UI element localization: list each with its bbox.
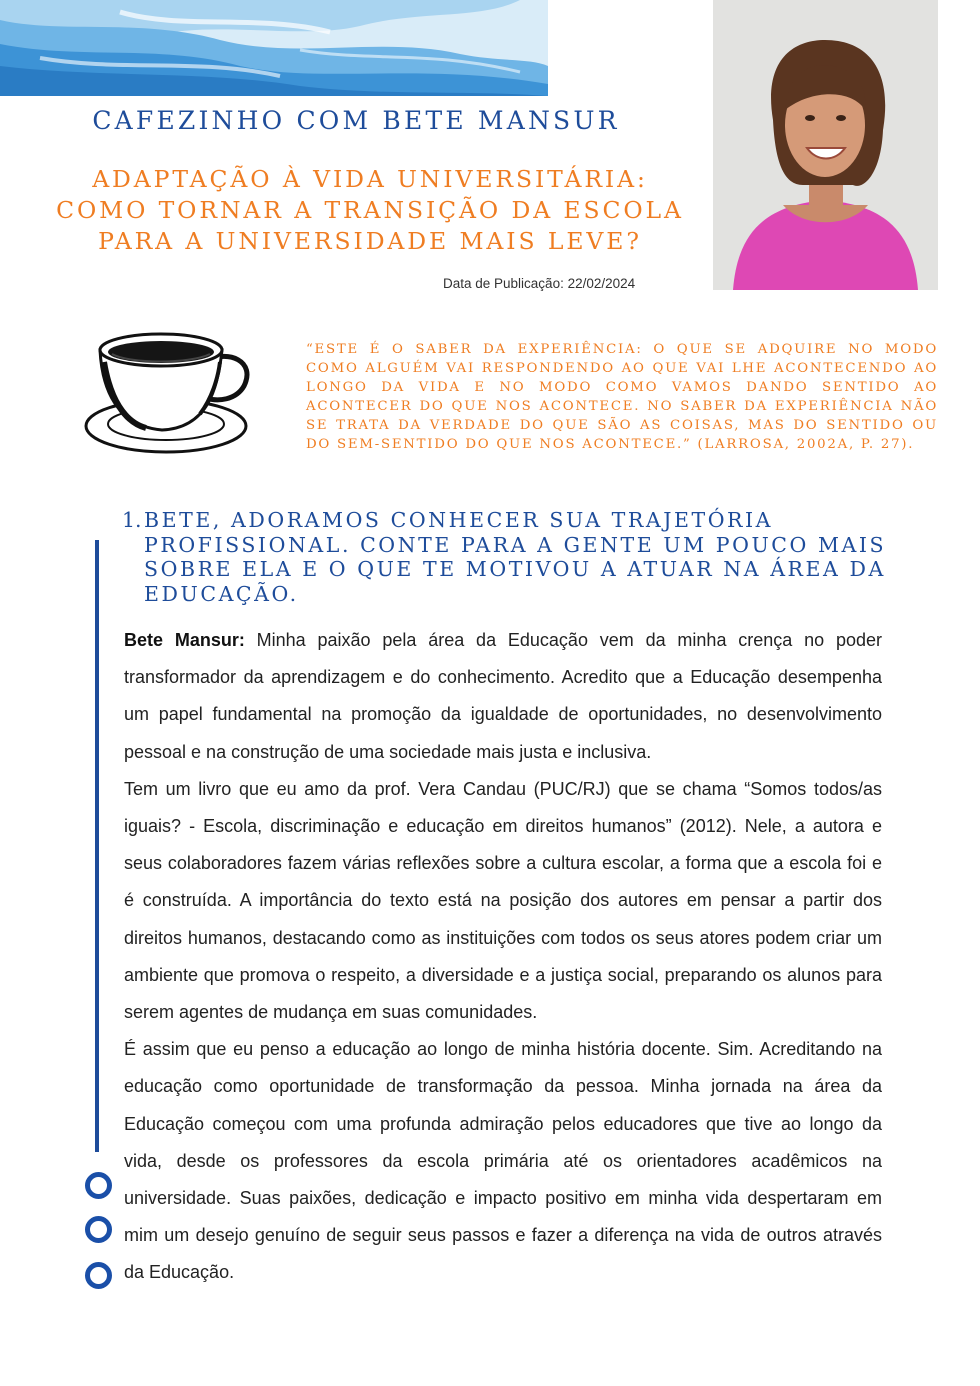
- series-title: CAFEZINHO COM BETE MANSUR: [92, 106, 620, 135]
- watercolor-banner: [0, 0, 560, 100]
- circle-bullet-icon: [85, 1262, 112, 1289]
- coffee-cup-icon: [80, 318, 252, 458]
- article-title-line: ADAPTAÇÃO À VIDA UNIVERSITÁRIA:: [92, 165, 648, 193]
- author-photo: [713, 0, 938, 290]
- interview-question: BETE, ADORAMOS CONHECER SUA TRAJETÓRIA PROFISSIONAL. CONTE PARA A GENTE UM POUCO MAIS SOBRE ELA E O QUE TE MOTIVOU A ATUAR NA ÁREA DA EDUCAÇÃO.: [144, 508, 887, 606]
- interview-answer: [124, 622, 882, 1292]
- article-title: [0, 164, 740, 257]
- circle-bullet-icon: [85, 1216, 112, 1243]
- article-title-line: PARA A UNIVERSIDADE MAIS LEVE?: [98, 227, 642, 255]
- circle-bullet-icon: [85, 1172, 112, 1199]
- decorative-vertical-line: [95, 540, 99, 1152]
- answer-text: Minha paixão pela área da Educação vem da minha crença no poder transformador da aprendizagem e do conhecimento. Acredito que a Educação desempenha um papel fundamental na promoção da igualdade de oportunidades, no desenvolvimento pessoal e na construção de uma sociedade mais justa e inclusiva.: [124, 630, 882, 762]
- speaker-name: Bete Mansur:: [124, 630, 245, 650]
- answer-paragraph: Tem um livro que eu amo da prof. Vera Candau (PUC/RJ) que se chama “Somos todos/as iguais? - Escola, discriminação e educação em direitos humanos” (2012). Nele, a autora e seus colaboradores fazem várias reflexões sobre a cultura escolar, a forma que a escola foi e é construída. A importância do texto está na posição dos autores em pensar a partir dos direitos humanos, destacando como as instituições com todos os seus atores podem criar um ambiente que promova o respeito, a diversidade e a justiça social, preparando os alunos para serem agentes de mudança em suas comunidades.: [124, 778, 882, 1023]
- epigraph-quote: “ESTE É O SABER DA EXPERIÊNCIA: O QUE SE ADQUIRE NO MODO COMO ALGUÉM VAI RESPONDENDO AO QUE VAI LHE ACONTECENDO AO LONGO DA VIDA E NO MODO COMO VAMOS DANDO SENTIDO AO ACONTECER DO QUE NOS ACONTECE. NO SABER DA EXPERIÊNCIA NÃO SE TRATA DA VERDADE DO QUE SÃO AS COISAS, MAS DO SENTIDO OU DO SEM-SENTIDO DO QUE NOS ACONTECE.” (LARROSA, 2002A, P. 27).: [306, 342, 938, 452]
- article-title-line: COMO TORNAR A TRANSIÇÃO DA ESCOLA: [56, 196, 684, 224]
- question-number: 1.: [122, 508, 142, 532]
- answer-paragraph: É assim que eu penso a educação ao longo de minha história docente. Sim. Acreditando na educação como oportunidade de transformação da pessoa. Minha jornada na área da Educação começou com uma profunda admiração pelos educadores que tive ao longo da vida, desde os professores da escola primária até os orientadores acadêmicos na universidade. Suas paixões, dedicação e impacto positivo em minha vida despertaram em mim um desejo genuíno de seguir seus passos e fazer a diferença na vida de outros através da Educação.: [124, 1039, 882, 1283]
- answer-paragraph: [124, 622, 882, 771]
- publication-date: Data de Publicação: 22/02/2024: [443, 276, 636, 291]
